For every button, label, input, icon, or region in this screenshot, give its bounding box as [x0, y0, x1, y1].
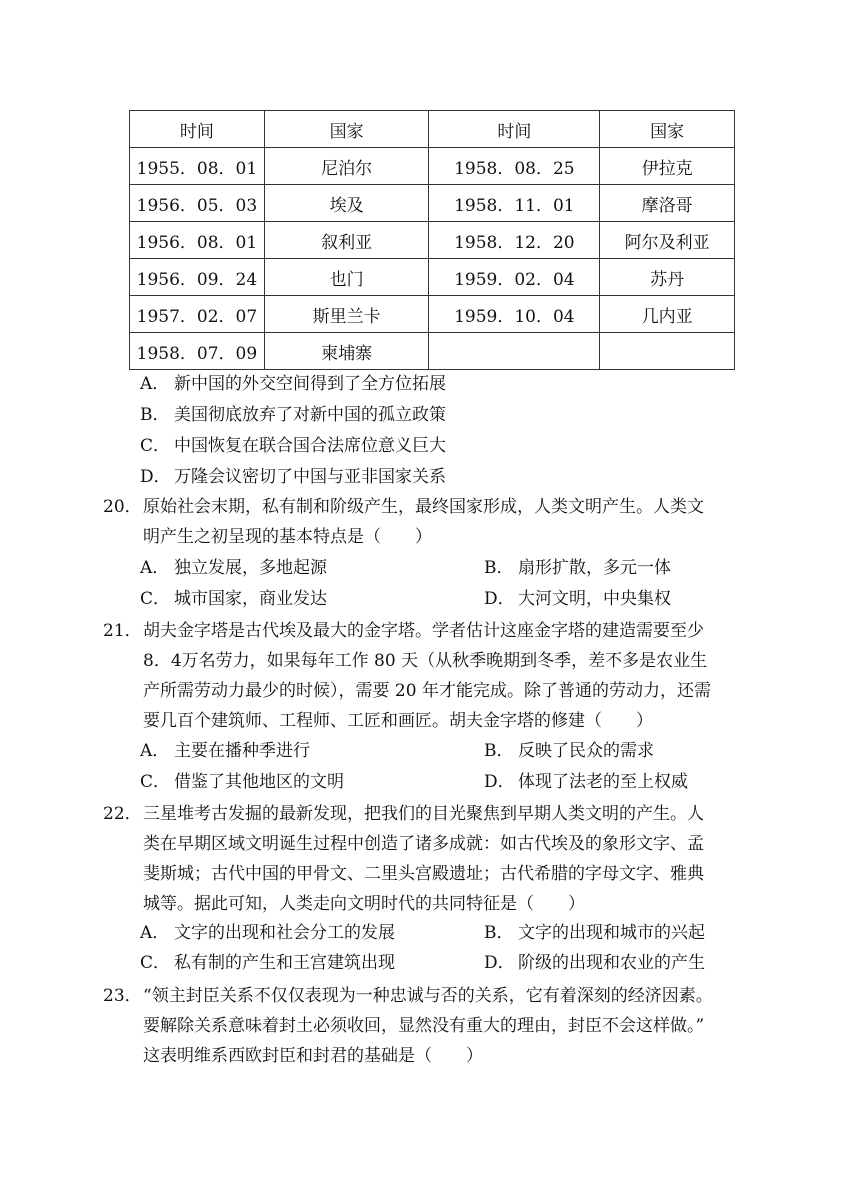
option-letter: D．: [140, 467, 171, 487]
option-text: 城市国家，商业发达: [174, 589, 327, 609]
question-number: 23．: [103, 986, 142, 1006]
option-letter: B．: [484, 741, 514, 761]
table-cell: [600, 333, 735, 370]
question-number: 21．: [103, 621, 142, 641]
option-letter: B．: [140, 405, 170, 425]
table-row: [130, 333, 735, 370]
table-cell: 苏丹: [600, 259, 735, 296]
option-c: [140, 588, 327, 610]
option-c: [140, 435, 446, 457]
option-letter: D．: [484, 589, 515, 609]
option-b: [484, 922, 705, 944]
table-header-row: [130, 111, 735, 148]
table-cell: 摩洛哥: [600, 185, 735, 222]
table-cell: 阿尔及利亚: [600, 222, 735, 259]
option-letter: A．: [140, 558, 170, 578]
option-b: [140, 404, 446, 426]
option-d: [484, 952, 705, 974]
question-text-line: 城等。据此可知，人类走向文明时代的共同特征是（ ）: [143, 894, 585, 914]
option-text: 主要在播种季进行: [174, 741, 310, 761]
diplomatic-relations-table: [129, 110, 735, 370]
option-text: 借鉴了其他地区的文明: [174, 772, 344, 792]
option-d: [484, 771, 688, 793]
option-letter: D．: [484, 772, 515, 792]
option-text: 新中国的外交空间得到了全方位拓展: [174, 374, 446, 394]
option-a: [140, 373, 446, 395]
header-time: 时间: [130, 111, 265, 148]
question-text-line: “领主封臣关系不仅仅表现为一种忠诚与否的关系，它有着深刻的经济因素。: [143, 986, 713, 1006]
table-cell: 1958．11．01: [429, 185, 600, 222]
table-cell: 1958．12．20: [429, 222, 600, 259]
option-letter: D．: [484, 953, 515, 973]
table-cell: 1956．09．24: [130, 259, 265, 296]
table-cell: 也门: [264, 259, 429, 296]
question-text-line: 8．4万名劳力，如果每年工作 80 天（从秋季晚期到冬季，差不多是农业生: [143, 651, 708, 671]
table-cell: 伊拉克: [600, 148, 735, 185]
question-text-line: 胡夫金字塔是古代埃及最大的金字塔。学者估计这座金字塔的建造需要至少: [143, 621, 704, 641]
option-text: 美国彻底放弃了对新中国的孤立政策: [174, 405, 446, 425]
option-letter: C．: [140, 436, 171, 456]
question-text-line: 明产生之初呈现的基本特点是（ ）: [143, 527, 432, 547]
option-c: [140, 771, 344, 793]
table-cell: [429, 333, 600, 370]
option-b: [484, 557, 671, 579]
option-a: [140, 922, 395, 944]
option-a: [140, 557, 327, 579]
table-cell: 1956．08．01: [130, 222, 265, 259]
question-text-line: 要解除关系意味着封土必须收回，显然没有重大的理由，封臣不会这样做。”: [143, 1016, 705, 1036]
option-letter: A．: [140, 374, 170, 394]
question-text-line: 斐斯城；古代中国的甲骨文、二里头宫殿遗址；古代希腊的字母文字、雅典: [143, 864, 704, 884]
question-number: 22．: [103, 804, 142, 824]
option-text: 体现了法老的至上权威: [518, 772, 688, 792]
table-cell: 1958．07．09: [130, 333, 265, 370]
table-cell: 1957．02．07: [130, 296, 265, 333]
table-cell: 1959．10．04: [429, 296, 600, 333]
table-cell: 几内亚: [600, 296, 735, 333]
table-cell: 柬埔寨: [264, 333, 429, 370]
table-cell: 尼泊尔: [264, 148, 429, 185]
option-text: 独立发展，多地起源: [174, 558, 327, 578]
header-country: 国家: [600, 111, 735, 148]
question-number: 20．: [103, 497, 142, 517]
table-row: [130, 148, 735, 185]
question-text-line: 原始社会末期，私有制和阶级产生，最终国家形成，人类文明产生。人类文: [143, 497, 704, 517]
option-a: [140, 740, 310, 762]
option-letter: C．: [140, 772, 171, 792]
option-letter: C．: [140, 589, 171, 609]
question-text-line: 类在早期区域文明诞生过程中创造了诸多成就：如古代埃及的象形文字、孟: [143, 834, 704, 854]
option-text: 扇形扩散，多元一体: [518, 558, 671, 578]
option-d: [484, 588, 671, 610]
table-cell: 1959．02．04: [429, 259, 600, 296]
table-cell: 叙利亚: [264, 222, 429, 259]
option-d: [140, 466, 446, 488]
option-letter: A．: [140, 923, 170, 943]
option-text: 大河文明，中央集权: [518, 589, 671, 609]
option-letter: B．: [484, 558, 514, 578]
header-country: 国家: [264, 111, 429, 148]
question-text-line: 三星堆考古发掘的最新发现，把我们的目光聚焦到早期人类文明的产生。人: [143, 804, 704, 824]
option-text: 文字的出现和城市的兴起: [518, 923, 705, 943]
question-text-line: 要几百个建筑师、工程师、工匠和画匠。胡夫金字塔的修建（ ）: [143, 711, 653, 731]
question-text-line: 这表明维系西欧封臣和封君的基础是（ ）: [143, 1046, 483, 1066]
table-row: [130, 259, 735, 296]
table-row: [130, 222, 735, 259]
table-row: [130, 185, 735, 222]
option-text: 阶级的出现和农业的产生: [518, 953, 705, 973]
table-cell: 1956．05．03: [130, 185, 265, 222]
option-text: 文字的出现和社会分工的发展: [174, 923, 395, 943]
table-cell: 埃及: [264, 185, 429, 222]
table-cell: 1958．08．25: [429, 148, 600, 185]
option-letter: C．: [140, 953, 171, 973]
option-text: 万隆会议密切了中国与亚非国家关系: [174, 467, 446, 487]
option-text: 中国恢复在联合国合法席位意义巨大: [174, 436, 446, 456]
table-row: [130, 296, 735, 333]
header-time: 时间: [429, 111, 600, 148]
option-b: [484, 740, 654, 762]
table-cell: 斯里兰卡: [264, 296, 429, 333]
table-cell: 1955．08．01: [130, 148, 265, 185]
question-text-line: 产所需劳动力最少的时候），需要 20 年才能完成。除了普通的劳动力，还需: [143, 681, 711, 701]
option-letter: B．: [484, 923, 514, 943]
option-text: 私有制的产生和王宫建筑出现: [174, 953, 395, 973]
option-c: [140, 952, 395, 974]
option-text: 反映了民众的需求: [518, 741, 654, 761]
option-letter: A．: [140, 741, 170, 761]
